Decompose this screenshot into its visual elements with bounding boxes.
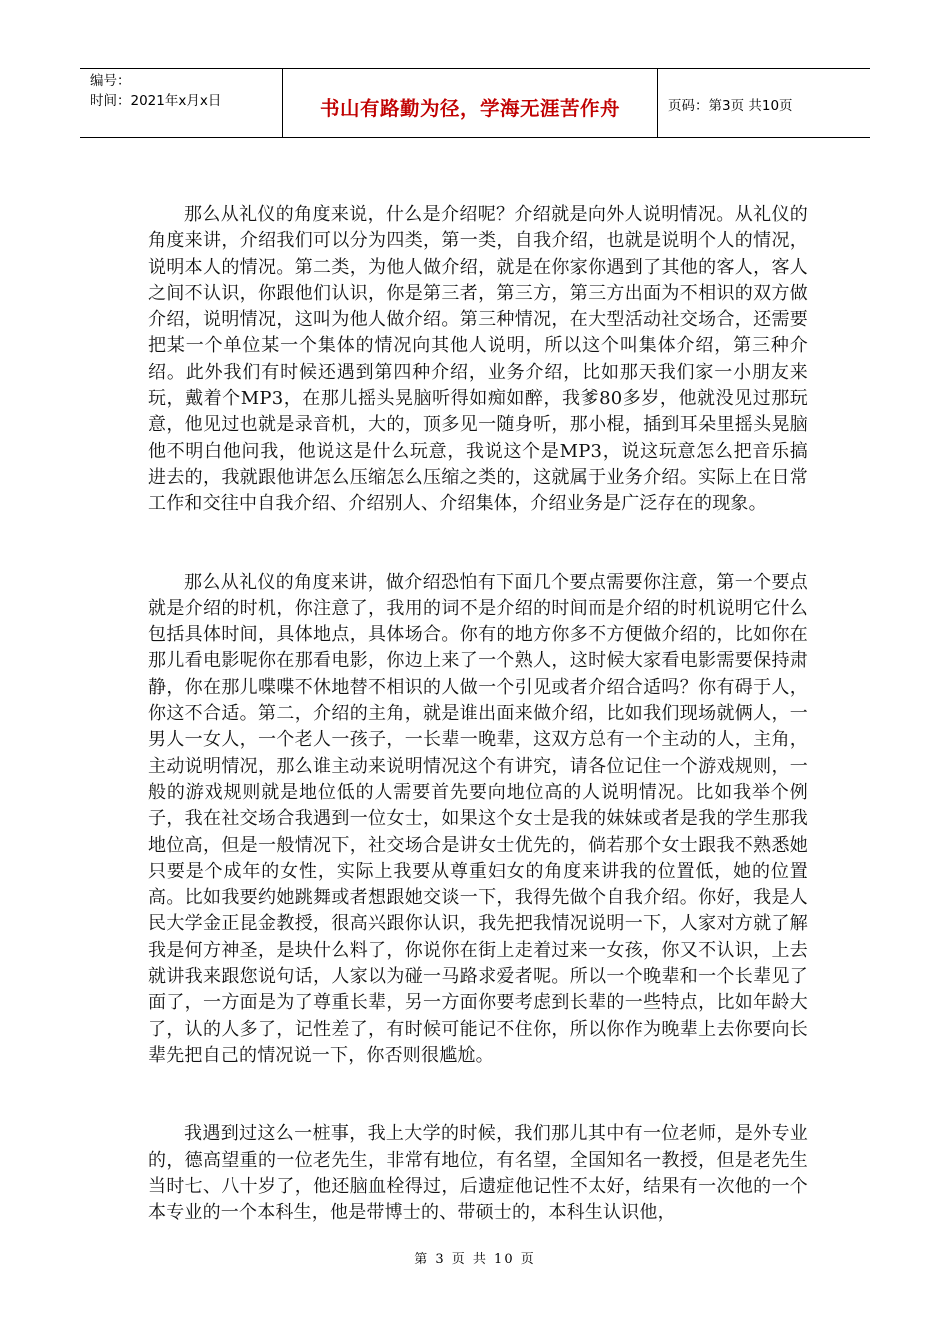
page-footer: 第 3 页 共 10 页 xyxy=(414,1252,536,1267)
page-header xyxy=(80,68,870,138)
header-page-info: 页码：第3页 共10页 xyxy=(668,98,793,114)
paragraph-3: 我遇到过这么一桩事，我上大学的时候，我们那儿其中有一位老师，是外专业的，德高望重的一位老先生，非常有地位，有名望，全国知名一教授，但是老先生当时七、八十岁了，他还脑血栓得过，后遗症他记性不太好，结果有一次他的一个本专业的一个本科生，他是带博士的、带硕士的，本科生认识他， xyxy=(148,1123,808,1224)
document-date: 时间：2021年x月x日 xyxy=(90,93,222,109)
document-body xyxy=(148,202,808,1226)
document-number: 编号： xyxy=(90,73,131,89)
paragraph-2: 那么从礼仪的角度来讲，做介绍恐怕有下面几个要点需要你注意，第一个要点就是介绍的时机，你注意了，我用的词不是介绍的时间而是介绍的时机说明它什么包括具体时间，具体地点，具体场合。你有的地方你多不方便做介绍的，比如你在那儿看电影呢你在那看电影，你边上来了一个熟人，这时候大家看电影需要保持肃静，你在那儿喋喋不休地替不相识的人做一个引见或者介绍合适吗？你有碍于人，你这不合适。第二，介绍的主角，就是谁出面来做介绍，比如我们现场就俩人，一男人一女人，一个老人一孩子，一长辈一晚辈，这双方总有一个主动的人，主角，主动说明情况，那么谁主动来说明情况这个有讲究，请各位记住一个游戏规则，一般的游戏规则就是地位低的人需要首先要向地位高的人说明情况。比如我举个例子，我在社交场合我遇到一位女士，如果这个女士是我的妹妹或者是我的学生那我地位高，但是一般情况下，社交场合是讲女士优先的，倘若那个女士跟我不熟悉她只要是个成年的女性，实际上我要从尊重妇女的角度来讲我的位置低，她的位置高。比如我要约她跳舞或者想跟她交谈一下，我得先做个自我介绍。你好，我是人民大学金正昆金教授，很高兴跟你认识，我先把我情况说明一下，人家对方就了解我是何方神圣，是块什么料了，你说你在街上走着过来一女孩，你又不认识，上去就讲我来跟您说句话，人家以为碰一马路求爱者呢。所以一个晚辈和一个长辈见了面了，一方面是为了尊重长辈，另一方面你要考虑到长辈的一些特点，比如年龄大了，认的人多了，记性差了，有时候可能记不住你，所以你作为晚辈上去你要向长辈先把自己的情况说一下，你否则很尴尬。 xyxy=(148,571,808,1066)
paragraph-1: 那么从礼仪的角度来说，什么是介绍呢？介绍就是向外人说明情况。从礼仪的角度来讲，介绍我们可以分为四类，第一类，自我介绍，也就是说明个人的情况，说明本人的情况。第二类，为他人做介绍，就是在你家你遇到了其他的客人，客人之间不认识，你跟他们认识，你是第三者，第三方，第三方出面为不相识的双方做介绍，说明情况，这叫为他人做介绍。第三种情况，在大型活动社交场合，还需要把某一个单位某一个集体的情况向其他人说明，所以这个叫集体介绍，第三种介绍。此外我们有时候还遇到第四种介绍，业务介绍，比如那天我们家一小朋友来玩，戴着个MP3，在那儿摇头晃脑听得如痴如醉，我爹80多岁，他就没见过那玩意，他见过也就是录音机，大的，顶多见一随身听，那小棍，插到耳朵里摇头晃脑他不明白他问我，他说这是什么玩意，我说这个是MP3，说这玩意怎么把音乐搞进去的，我就跟他讲怎么压缩怎么压缩之类的，这就属于业务介绍。实际上在日常工作和交往中自我介绍、介绍别人、介绍集体，介绍业务是广泛存在的现象。 xyxy=(148,204,808,515)
header-meta xyxy=(80,69,282,137)
header-motto-cell xyxy=(282,69,658,137)
header-motto: 书山有路勤为径，学海无涯苦作舟 xyxy=(319,97,620,120)
